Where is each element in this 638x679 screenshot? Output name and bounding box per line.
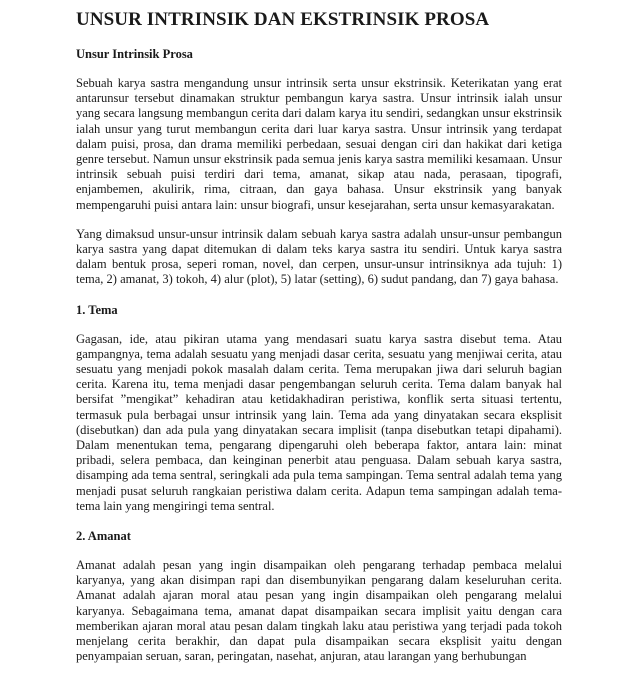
document-page xyxy=(76,8,562,679)
intro-paragraph-1: Sebuah karya sastra mengandung unsur intrinsik serta unsur ekstrinsik. Keterikatan yang erat antarunsur tersebut dinamakan struktur pembangun karya sastra. Unsur intrinsik ialah unsur yang secara langsung membangun cerita dari dalam karya itu sendiri, sedangkan unsur ekstrinsik ialah unsur yang turut membangun cerita dari luar karya sastra. Unsur intrinsik yang terdapat dalam puisi, prosa, dan drama memiliki perbedaan, sesuai dengan ciri dan hakikat dari ketiga genre tersebut. Namun unsur ekstrinsik pada semua jenis karya sastra memiliki kesamaan. Unsur intrinsik sebuah puisi terdiri dari tema, amanat, sikap atau nada, perasaan, tipografi, enjambemen, akulirik, rima, citraan, dan gaya bahasa. Unsur ekstrinsik yang banyak mempengaruhi puisi antara lain: unsur biografi, unsur kesejarahan, serta unsur kemasyarakatan. xyxy=(76,76,562,212)
section-body-amanat: Amanat adalah pesan yang ingin disampaikan oleh pengarang terhadap pembaca melalui karyanya, yang akan disimpan rapi dan disembunyikan pengarang dalam keseluruhan cerita. Amanat adalah ajaran moral atau pesan yang ingin disampaikan oleh pengarang melalui karyanya. Sebagaimana tema, amanat dapat disampaikan secara implisit yaitu dengan cara memberikan ajaran moral atau pesan dalam tingkah laku atau peristiwa yang terjadi pada tokoh menjelang cerita berakhir, dan dapat pula disampaikan secara eksplisit yaitu dengan penyampaian seruan, saran, peringatan, nasehat, anjuran, atau larangan yang berhubungan xyxy=(76,558,562,664)
section-body-tema: Gagasan, ide, atau pikiran utama yang mendasari suatu karya sastra disebut tema. Atau gampangnya, tema adalah sesuatu yang menjadi dasar cerita, sesuatu yang menjiwai cerita, atau sesuatu yang menjadi pokok masalah dalam cerita. Tema merupakan jiwa dari seluruh bagian cerita. Karena itu, tema menjadi dasar pengembangan seluruh cerita. Tema dalam banyak hal bersifat ”mengikat” kehadiran atau ketidakhadiran peristiwa, konflik serta situasi tertentu, termasuk pula berbagai unsur intrinsik yang lain. Tema ada yang dinyatakan secara eksplisit (disebutkan) dan ada pula yang dinyatakan secara implisit (tanpa disebutkan tetapi dipahami). Dalam menentukan tema, pengarang dipengaruhi oleh beberapa faktor, antara lain: minat pribadi, selera pembaca, dan keinginan penerbit atau penguasa. Dalam sebuah karya sastra, disamping ada tema sentral, seringkali ada pula tema sampingan. Tema sentral adalah tema yang menjadi pusat seluruh rangkaian peristiwa dalam cerita. Adapun tema sampingan adalah tema-tema lain yang mengiringi tema sentral. xyxy=(76,331,562,513)
document-title: UNSUR INTRINSIK DAN EKSTRINSIK PROSA xyxy=(76,9,490,30)
intro-heading: Unsur Intrinsik Prosa xyxy=(76,47,193,61)
section-heading-amanat: 2. Amanat xyxy=(76,529,131,544)
intro-paragraph-2: Yang dimaksud unsur-unsur intrinsik dalam sebuah karya sastra adalah unsur-unsur pembangun karya sastra yang dapat ditemukan di dalam teks karya sastra itu sendiri. Untuk karya sastra dalam bentuk prosa, seperi roman, novel, dan cerpen, unsur-unsur intrinsiknya ada tujuh: 1) tema, 2) amanat, 3) tokoh, 4) alur (plot), 5) latar (setting), 6) sudut pandang, dan 7) gaya bahasa. xyxy=(76,226,562,287)
section-heading-tema: 1. Tema xyxy=(76,302,118,317)
